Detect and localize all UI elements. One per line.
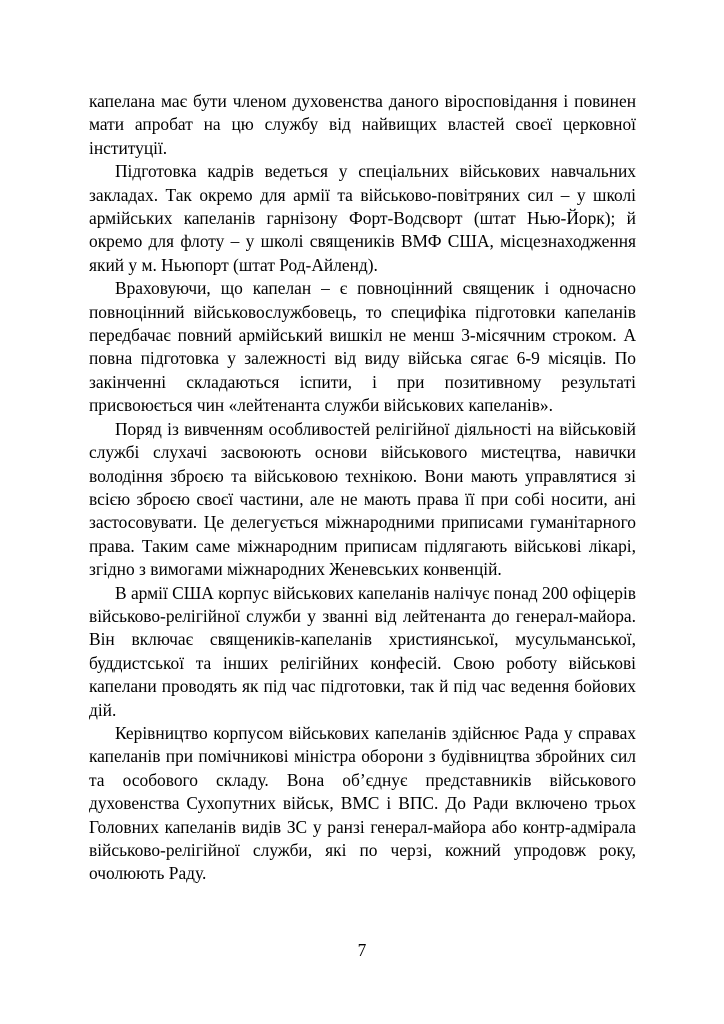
body-text <box>89 90 636 886</box>
page-number: 7 <box>357 940 367 960</box>
paragraph-corps-size: В армії США корпус військових капеланів налічує понад 200 офіцерів військово-релігійної служби у званні від лейтенанта до генерал-майора. Він включає священиків-капеланів християнської, мусульманської, буддистської та інших релігійних конфесій. Свою роботу військові капелани проводять як під час підготовки, так й під час ведення бойових дій. <box>89 582 636 720</box>
paragraph-military-skills: Поряд із вивченням особливостей релігійної діяльності на військовій службі слухачі засвоюють основи військового мистецтва, навички володіння зброєю та військовою технікою. Вони мають управлятися зі всією зброєю своєї частини, але не мають права її при собі носити, ані застосовувати. Це делегується міжнародними приписами гуманітарного права. Таким саме міжнародним приписам підлягають військові лікарі, згідно з вимогами міжнародних Женевських конвенцій. <box>89 418 636 580</box>
paragraph-training-duration: Враховуючи, що капелан – є повноцінний священик і одночасно повноцінний військовослужбовець, то специфіка підготовки капеланів передбачає повний армійський вишкіл не менш 3-місячним строком. А повна підготовка у залежності від виду війська сягає 6-9 місяців. По закінченні складаються іспити, і при позитивному результаті присвоюється чин «лейтенанта служби військових капеланів». <box>89 278 636 416</box>
paragraph-continuation: капелана має бути членом духовенства даного віросповідання і повинен мати апробат на цю службу від найвищих властей своєї церковної інституції. <box>89 91 636 158</box>
paragraph-corps-leadership: Керівництво корпусом військових капеланів здійснює Рада у справах капеланів при помічникові міністра оборони з будівництва збройних сил та особового складу. Вона об’єднує представників військового духовенства Сухопутних військ, ВМС і ВПС. До Ради включено трьох Головних капеланів видів ЗС у ранзі генерал-майора або контр-адмірала військово-релігійної служби, які по черзі, кожний упродовж року, очолюють Раду. <box>89 722 636 884</box>
paragraph-training-schools: Підготовка кадрів ведеться у спеціальних військових навчальних закладах. Так окремо для армії та військово-повітряних сил – у школі армійських капеланів гарнізону Форт-Водсворт (штат Нью-Йорк); й окремо для флоту – у школі священиків ВМФ США, місцезнаходження який у м. Ньюпорт (штат Род-Айленд). <box>89 161 636 275</box>
